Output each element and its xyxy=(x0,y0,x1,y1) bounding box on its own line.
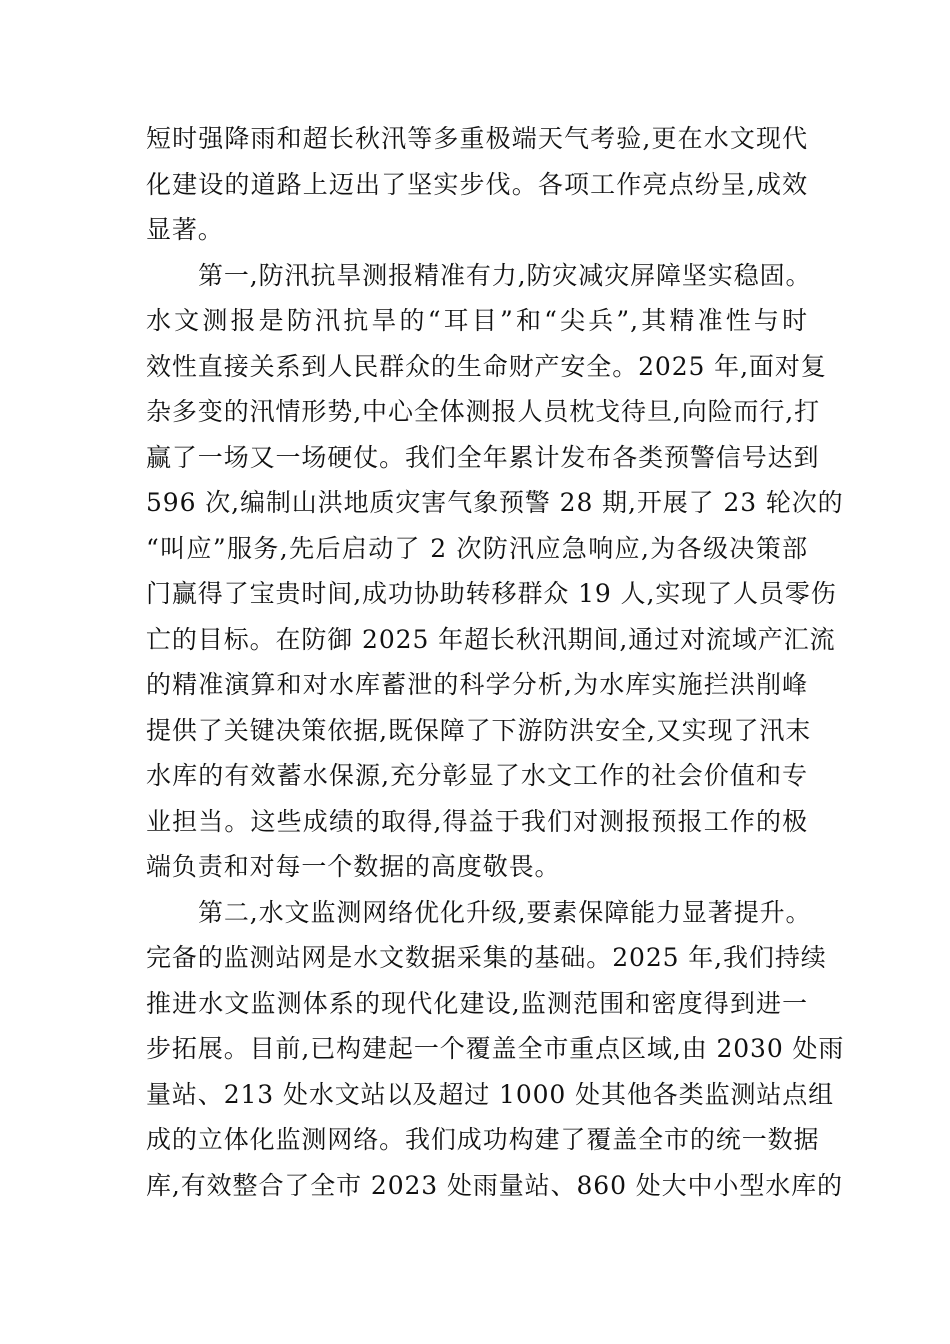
text-line: 效性直接关系到人民群众的生命财产安全。2025 年,面对复 xyxy=(146,351,827,381)
text-line: 显著。 xyxy=(146,215,224,244)
text-line: 短时强降雨和超长秋汛等多重极端天气考验,更在水文现代 xyxy=(146,124,808,153)
text-line: 水文测报是防汛抗旱的“耳目”和“尖兵”,其精准性与时 xyxy=(146,306,808,335)
text-line: 量站、213 处水文站以及超过 1000 处其他各类监测站点组 xyxy=(146,1079,835,1109)
paragraph-heading-line: 第一,防汛抗旱测报精准有力,防灾减灾屏障坚实稳固。 xyxy=(198,260,812,290)
text-line: 596 次,编制山洪地质灾害气象预警 28 期,开展了 23 轮次的 xyxy=(146,488,844,517)
text-line: 杂多变的汛情形势,中心全体测报人员枕戈待旦,向险而行,打 xyxy=(146,397,821,426)
text-line: 门赢得了宝贵时间,成功协助转移群众 19 人,实现了人员零伤 xyxy=(146,579,837,608)
text-line: 化建设的道路上迈出了坚实步伐。各项工作亮点纷呈,成效 xyxy=(146,169,808,199)
text-line: 推进水文监测体系的现代化建设,监测范围和密度得到进一 xyxy=(146,988,808,1018)
text-line: 水库的有效蓄水保源,充分彰显了水文工作的社会价值和专 xyxy=(146,761,808,790)
text-line: 赢了一场又一场硬仗。我们全年累计发布各类预警信号达到 xyxy=(146,442,820,472)
text-line: 亡的目标。在防御 2025 年超长秋汛期间,通过对流域产汇流 xyxy=(146,624,836,654)
text-line: “叫应”服务,先后启动了 2 次防汛应急响应,为各级决策部 xyxy=(146,533,808,563)
text-line: 业担当。这些成绩的取得,得益于我们对测报预报工作的极 xyxy=(146,806,808,836)
text-line: 端负责和对每一个数据的高度敬畏。 xyxy=(146,852,561,881)
text-line: 提供了关键决策依据,既保障了下游防洪安全,又实现了汛末 xyxy=(146,715,812,745)
text-line: 的精准演算和对水库蓄泄的科学分析,为水库实施拦洪削峰 xyxy=(146,670,808,699)
text-line: 步拓展。目前,已构建起一个覆盖全市重点区域,由 2030 处雨 xyxy=(146,1034,845,1063)
text-line: 完备的监测站网是水文数据采集的基础。2025 年,我们持续 xyxy=(146,943,827,972)
paragraph-heading-line: 第二,水文监测网络优化升级,要素保障能力显著提升。 xyxy=(198,897,812,927)
body-text xyxy=(146,116,845,1208)
text-line: 成的立体化监测网络。我们成功构建了覆盖全市的统一数据 xyxy=(146,1125,820,1154)
text-line: 库,有效整合了全市 2023 处雨量站、860 处大中小型水库的 xyxy=(146,1170,843,1200)
